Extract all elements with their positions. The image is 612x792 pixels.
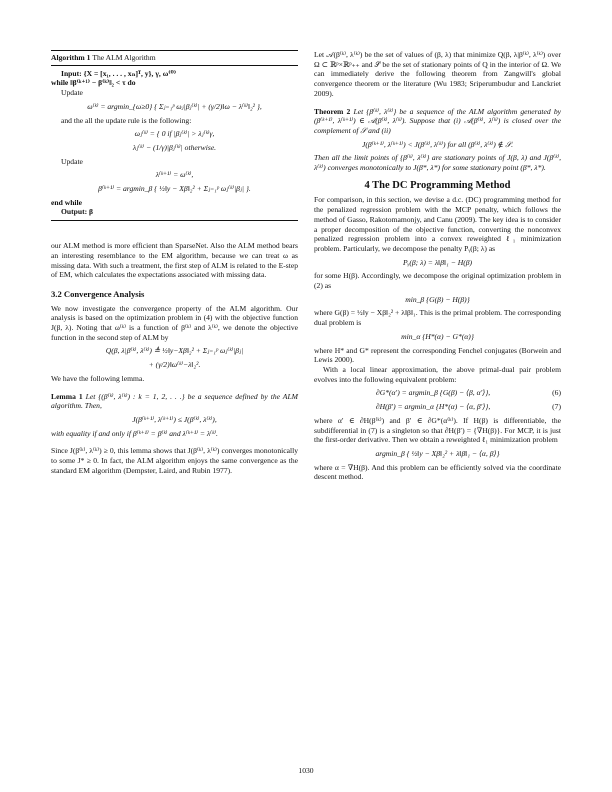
left-paragraph-3: We have the following lemma. <box>51 373 145 383</box>
algorithm-rule-text: and the all the update rule is the following: <box>61 115 192 125</box>
lemma-label: Lemma 1 <box>51 391 83 401</box>
equation-q-line-2: + (γ/2)‖ω⁽ᵏ⁾−λ‖₂². <box>148 360 201 370</box>
right-paragraph-1: Let 𝒜(β⁽ᵏ⁾, λ⁽ᵏ⁾) be the set of values of (β, λ) that minimize Q(β, λ|β⁽ᵏ⁾, λ⁽ᵏ⁾) over Ω ⊂ ℝᵖ×ℝᵖ₊₊ and 𝒮 be the set of stationary points of Q in the interior of Ω. We can immediately derive the following theorem from Zangwill's global convergence theorem or the literature (Wu 1983; Sriperumbudur and Lanckriet 2009). <box>314 50 561 98</box>
theorem-2 <box>314 107 561 173</box>
equation-7-row <box>314 402 561 412</box>
equation-lambda-update: λ⁽ᵏ⁺¹⁾ = ω⁽ᵏ⁾, <box>155 170 194 180</box>
page-number: 1030 <box>298 766 314 775</box>
equation-case-2: λⱼ⁽ᵏ⁾ − (1/γ)|βⱼ⁽ᵏ⁾| otherwise. <box>132 142 217 152</box>
equation-q-line-1: Q(β, λ|β⁽ᵏ⁾, λ⁽ᵏ⁾) ≜ ½‖y−Xβ‖₂² + Σⱼ₌₁ᵖ ωⱼ⁽ᵏ⁾|βⱼ| <box>105 346 244 356</box>
left-paragraph-4: Since J(β⁽ᵏ⁾, λ⁽ᵏ⁾) ≥ 0, this lemma shows that J(β⁽ᵏ⁾, λ⁽ᵏ⁾) converges monotonically to some J* ≥ 0. In fact, the ALM algorithm enjoys the same convergence as the standard EM algorithm (Dempster, Laird, and Rubin 1977). <box>51 446 298 475</box>
algorithm-input: Input: {X = [x₁, . . . , xₙ]ᵀ, y}, γ, ω⁽⁰⁾ <box>61 68 177 78</box>
lemma-text-1: Let {(β⁽ᵏ⁾, λ⁽ᵏ⁾) : k = 1, 2, . . .} be a sequence defined by the ALM algorithm. Then, <box>51 391 298 411</box>
equation-penalty-decomposition: Pᵧ(β; λ) = λ‖β‖₁ − H(β) <box>402 257 473 267</box>
algorithm-label: Algorithm 1 <box>51 53 91 62</box>
equation-7: ∂H(β′) = argmin_α {H*(α) − ⟨α, β′⟩}, <box>375 402 491 412</box>
equation-primal: min_β {G(β) − H(β)} <box>405 294 470 304</box>
section-heading-4: 4 The DC Programming Method <box>364 179 511 191</box>
lemma-equation: J(β⁽ᵏ⁺¹⁾, λ⁽ᵏ⁺¹⁾) ≤ J(β⁽ᵏ⁾, λ⁽ᵏ⁾), <box>132 414 217 424</box>
right-paragraph-7: where α′ ∈ ∂H(β⁽ᵏ⁾) and β′ ∈ ∂G*(α⁽ᵏ⁾). If H(β) is differentiable, the subdifferential in (7) is a singleton so that ∂H(β′) = {∇H(β)}. For MCP, it is just the first-order derivative. Then we obtain a reweighted ℓ₁ minimization problem <box>314 415 561 445</box>
right-paragraph-3: for some H(β). Accordingly, we decompose the original optimization problem in (2) as <box>314 271 561 291</box>
algorithm-while: while ‖β⁽ᵏ⁺¹⁾ − β⁽ᵏ⁾‖₂ < τ do <box>51 78 136 88</box>
equation-6-row <box>314 388 561 398</box>
algorithm-header <box>51 53 298 66</box>
equation-case-1: ωⱼ⁽ᵏ⁾ = { 0 if |βⱼ⁽ᵏ⁾| > λⱼ⁽ᵏ⁾γ, <box>134 129 215 139</box>
algorithm-box <box>51 50 298 221</box>
lemma-text-2: with equality if and only if β⁽ᵏ⁺¹⁾ = β⁽ᵏ⁾ and λ⁽ᵏ⁺¹⁾ = λ⁽ᵏ⁾. <box>51 428 218 438</box>
equation-beta-update: β⁽ᵏ⁺¹⁾ = argmin_β { ½‖y − Xβ‖₂² + Σⱼ₌₁ᵖ ωⱼ⁽ᵏ⁾|βⱼ| }. <box>98 184 251 194</box>
algorithm-update-1: Update <box>61 88 83 98</box>
theorem-text-2: Then all the limit points of {β⁽ᵏ⁾, λ⁽ᵏ⁾} are stationary points of J(β, λ) and J(β⁽ᵏ⁾, λ⁽ᵏ⁾) converges monotonically to J(β*, λ*) for some stationary point (β*, λ*). <box>314 153 561 173</box>
equation-6-number: (6) <box>552 388 561 398</box>
equation-7-number: (7) <box>552 402 561 412</box>
right-paragraph-8: where α = ∇H(β). And this problem can be efficiently solved via the coordinate descent method. <box>314 462 561 482</box>
algorithm-update-2: Update <box>61 156 83 166</box>
theorem-text-1: Let {β⁽ᵏ⁾, λ⁽ᵏ⁾} be a sequence of the ALM algorithm generated by (β⁽ᵏ⁺¹⁾, λ⁽ᵏ⁺¹⁾) ∈ 𝒜(β⁽ᵏ⁾, λ⁽ᵏ⁾). Suppose that (i) 𝒜(β⁽ᵏ⁾, λ⁽ᵏ⁾) is closed over the complement of 𝒮 and (ii) <box>314 106 561 135</box>
equation-reweighted-l1: argmin_β { ½‖y − Xβ‖₂² + λ‖β‖₁ − ⟨α, β⟩} <box>375 448 500 458</box>
theorem-equation: J(β⁽ᵏ⁺¹⁾, λ⁽ᵏ⁺¹⁾) < J(β⁽ᵏ⁾, λ⁽ᵏ⁾) for all (β⁽ᵏ⁾, λ⁽ᵏ⁾) ∉ 𝒮. <box>362 139 513 149</box>
right-paragraph-2: For comparison, in this section, we devise a d.c. (DC) programming method for the penalized regression problem with the MCP penalty, which follows the method of Gasso, Rakotomamonjy, and Canu (2009). The key idea is to consider a proper decomposition of the objective function, converting the nonconvex penalized regression problem into a convex reweighted ℓ₁ minimization problem. Particularly, we decompose the penalty Pᵧ(β; λ) as <box>314 195 561 253</box>
equation-dual: min_α {H*(α) − G*(α)} <box>401 331 474 341</box>
section-heading-3-2: 3.2 Convergence Analysis <box>51 288 145 299</box>
equation-6: ∂G*(α′) = argmin_β {G(β) − ⟨β, α′⟩}, <box>375 388 491 398</box>
equation-omega-update: ω⁽ᵏ⁾ = argmin_{ω≥0} { Σⱼ₌₁ᵖ ωⱼ|βⱼ⁽ᵏ⁾| + (γ/2)‖ω − λ⁽ᵏ⁾‖₂² }, <box>87 101 262 111</box>
lemma-1 <box>51 392 298 439</box>
algorithm-output: Output: β <box>61 207 94 217</box>
left-paragraph-2: We now investigate the convergence property of the ALM algorithm. Our analysis is based on the optimization problem in (4) with the objective function J(β, λ). Noting that ω⁽ᵏ⁾ is a function of β⁽ᵏ⁾ and λ⁽ᵏ⁾, we denote the objective function in the second step of ALM by <box>51 303 298 342</box>
right-paragraph-6: With a local linear approximation, the above primal-dual pair problem evolves into the following equivalent problem: <box>314 364 561 384</box>
right-paragraph-5: where H* and G* represent the corresponding Fenchel conjugates (Borwein and Lewis 2000). <box>314 345 561 365</box>
left-paragraph-1: our ALM method is more efficient than SparseNet. Also the ALM method bears an interesting resemblance to the EM algorithm, because we can treat ω as missing data. With such a treatment, the first step of ALM is related to the E-step of EM, which calculates the expectations associated with missing data. <box>51 241 298 280</box>
right-column <box>314 50 561 482</box>
theorem-label: Theorem 2 <box>314 106 351 116</box>
algorithm-end-while: end while <box>51 197 83 207</box>
right-paragraph-4: where G(β) = ½‖y − Xβ‖₂² + λ‖β‖₁. This is the primal problem. The corresponding dual problem is <box>314 308 561 328</box>
algorithm-title: The ALM Algorithm <box>92 53 156 62</box>
left-column <box>51 50 298 476</box>
